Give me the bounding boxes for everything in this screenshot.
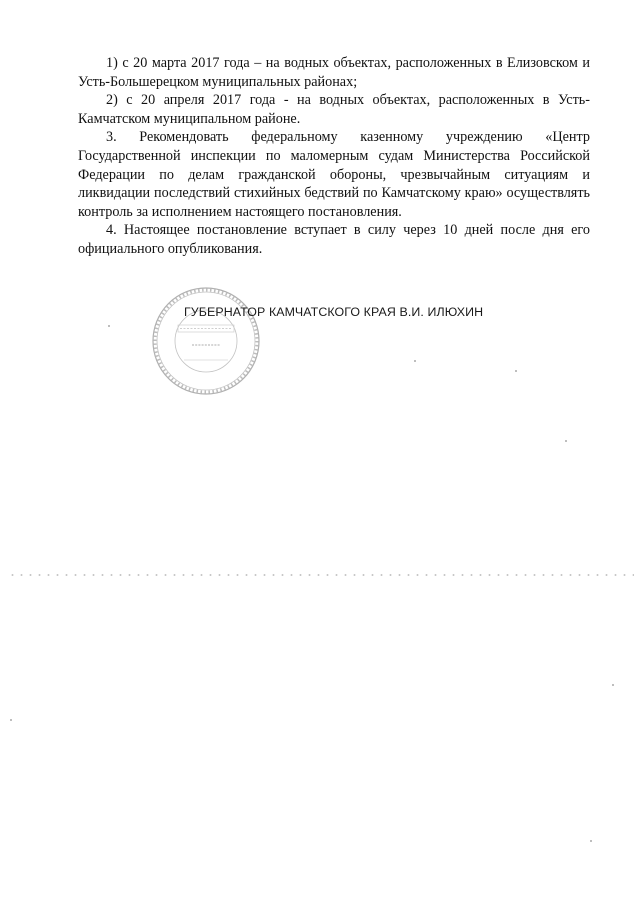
paragraph-item-2: 2) с 20 апреля 2017 года - на водных объектах, расположенных в Усть-Камчатском муниципальном районе.: [78, 92, 590, 127]
scan-speck: [414, 360, 416, 362]
paragraph-item-4: 4. Настоящее постановление вступает в силу через 10 дней после дня его официального опубликования.: [78, 222, 590, 257]
scan-speck: [515, 370, 517, 372]
signature-line: ГУБЕРНАТОР КАМЧАТСКОГО КРАЯ В.И. ИЛЮХИН: [184, 305, 484, 319]
scan-speck: [10, 719, 12, 721]
paragraph-item-3: 3. Рекомендовать федеральному казенному учреждению «Центр Государственной инспекции по маломерным судам Министерства Российской Федерации по делам гражданской обороны, чрезвычайным ситуациям и ликвидации последствий стихийных бедствий по Камчатскому краю» осуществлять контроль за исполнением настоящего постановления.: [78, 129, 590, 220]
scan-artifact-row: [8, 574, 634, 576]
official-seal-stamp: [150, 285, 262, 397]
scan-speck: [590, 840, 592, 842]
scan-speck: [108, 325, 110, 327]
document-body: [78, 54, 590, 259]
scan-speck: [565, 440, 567, 442]
paragraph-item-1: 1) с 20 марта 2017 года – на водных объектах, расположенных в Елизовском и Усть-Большерецком муниципальных районах;: [78, 55, 590, 90]
scan-speck: [612, 684, 614, 686]
